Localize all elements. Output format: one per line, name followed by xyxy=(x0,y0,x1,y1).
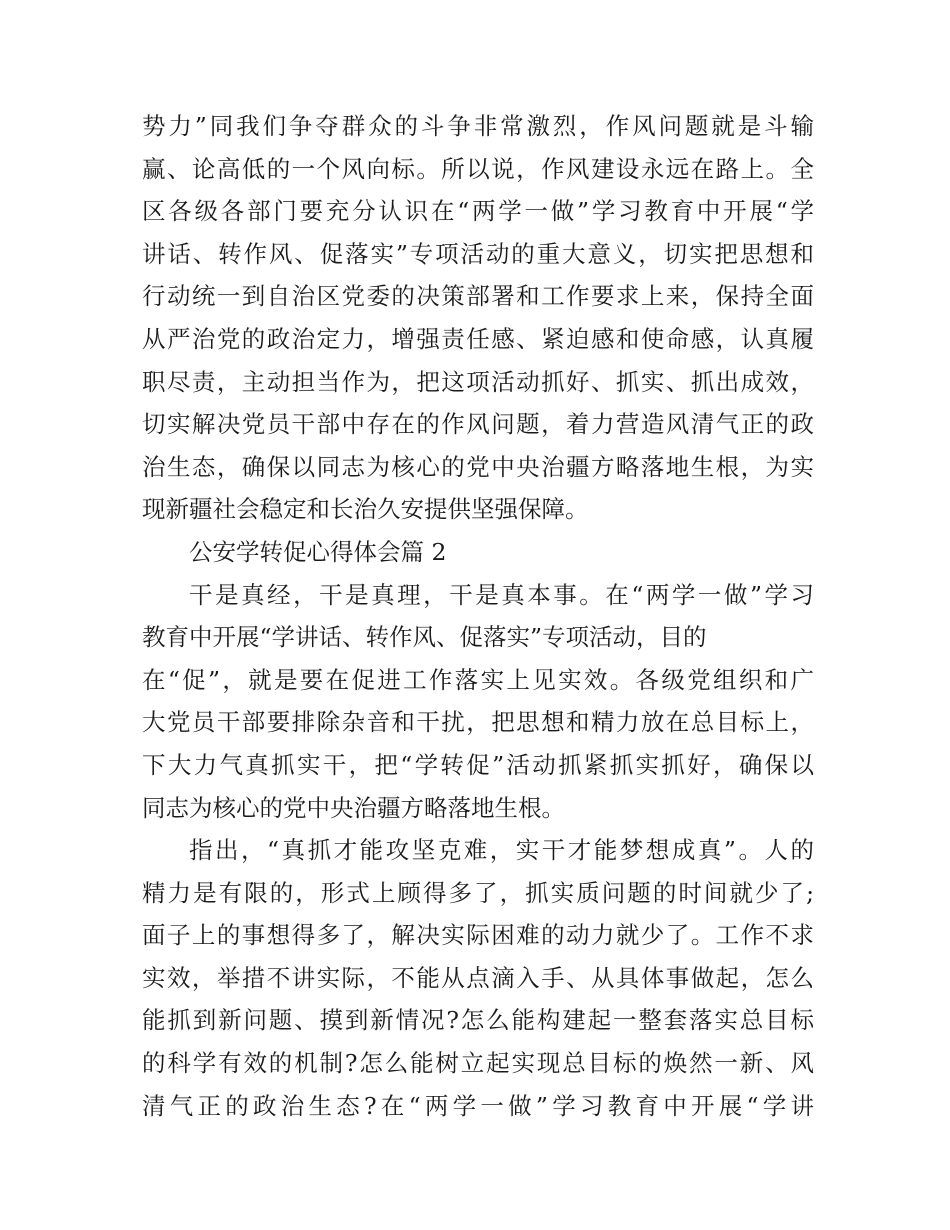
paragraph-line: 行动统一到自治区党委的决策部署和工作要求上来，保持全面 xyxy=(142,282,814,311)
paragraph-line: 干是真经，干是真理，干是真本事。在“两学一做”学习 xyxy=(189,580,814,609)
paragraph-2 xyxy=(142,574,814,830)
paragraph-line: 精力是有限的，形式上顾得多了，抓实质问题的时间就少了; xyxy=(142,878,814,907)
paragraph-line: 现新疆社会稳定和长治久安提供坚强保障。 xyxy=(142,495,589,524)
paragraph-line: 从严治党的政治定力，增强责任感、紧迫感和使命感，认真履 xyxy=(142,324,814,353)
paragraph-line: 治生态，确保以同志为核心的党中央治疆方略落地生根，为实 xyxy=(142,452,814,481)
paragraph-line: 区各级各部门要充分认识在“两学一做”学习教育中开展“学 xyxy=(142,197,814,226)
document-body xyxy=(142,105,814,1127)
paragraph-line: 下大力气真抓实干，把“学转促”活动抓紧抓实抓好，确保以 xyxy=(142,750,814,779)
paragraph-line: 切实解决党员干部中存在的作风问题，着力营造风清气正的政 xyxy=(142,410,814,439)
paragraph-line: 清气正的政治生态?在“两学一做”学习教育中开展“学讲 xyxy=(142,1091,814,1120)
paragraph-line: 大党员干部要排除杂音和干扰，把思想和精力放在总目标上， xyxy=(142,708,814,737)
paragraph-line: 能抓到新问题、摸到新情况?怎么能构建起一整套落实总目标 xyxy=(142,1006,814,1035)
paragraph-line: 教育中开展“学讲话、转作风、促落实”专项活动，目的 xyxy=(142,623,707,652)
paragraph-line: 面子上的事想得多了，解决实际困难的动力就少了。工作不求 xyxy=(142,921,814,950)
paragraph-line: 赢、论高低的一个风向标。所以说，作风建设永远在路上。全 xyxy=(142,154,814,183)
paragraph-line: 指出，“真抓才能攻坚克难，实干才能梦想成真”。人的 xyxy=(189,836,814,865)
section-heading: 公安学转促心得体会篇 2 xyxy=(189,537,447,566)
paragraph-line: 实效，举措不讲实际，不能从点滴入手、从具体事做起，怎么 xyxy=(142,963,814,992)
paragraph-3 xyxy=(142,829,814,1127)
paragraph-1 xyxy=(142,105,814,531)
paragraph-line: 势力”同我们争夺群众的斗争非常激烈，作风问题就是斗输 xyxy=(142,112,814,140)
paragraph-line: 在“促”，就是要在促进工作落实上见实效。各级党组织和广 xyxy=(142,665,814,694)
paragraph-line: 讲话、转作风、促落实”专项活动的重大意义，切实把思想和 xyxy=(142,239,814,268)
paragraph-line: 职尽责，主动担当作为，把这项活动抓好、抓实、抓出成效， xyxy=(142,367,814,396)
paragraph-line: 同志为核心的党中央治疆方略落地生根。 xyxy=(142,793,565,822)
paragraph-line: 的科学有效的机制?怎么能树立起实现总目标的焕然一新、风 xyxy=(142,1049,814,1078)
